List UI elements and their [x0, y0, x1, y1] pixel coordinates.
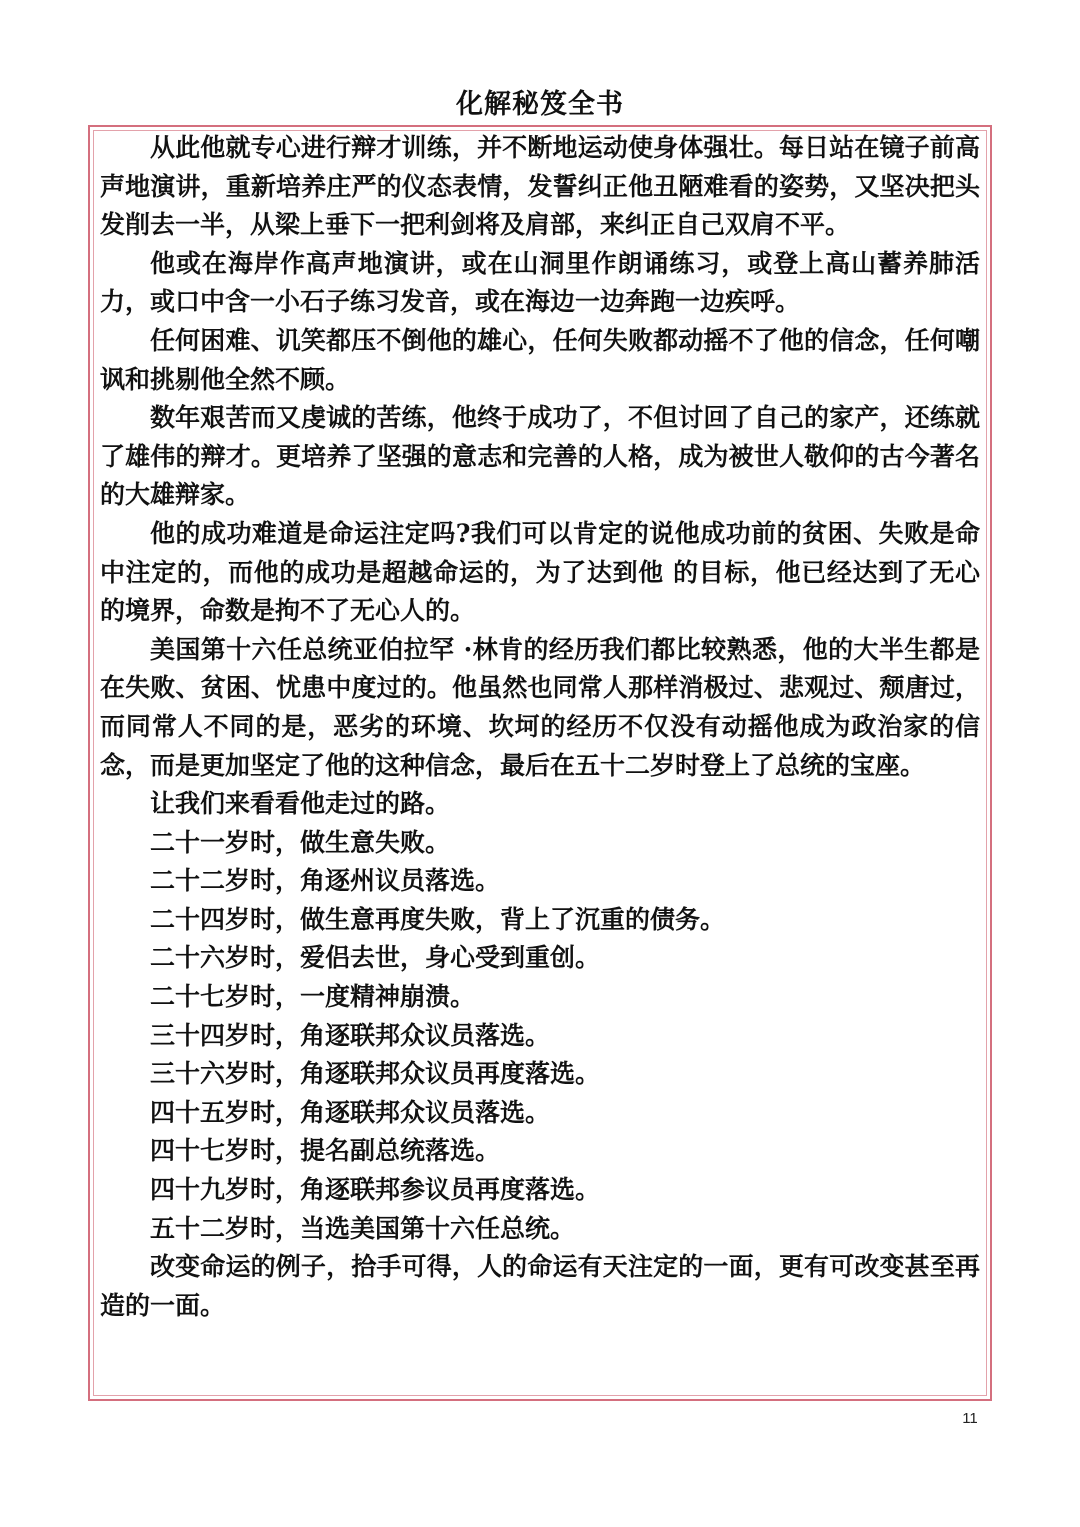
page-title: 化解秘笈全书 [456, 89, 624, 120]
timeline-item: 四十九岁时，角逐联邦参议员再度落选。 [150, 1175, 601, 1205]
page-number: 11 [962, 1410, 978, 1427]
timeline-item: 四十五岁时，角逐联邦众议员落选。 [150, 1097, 551, 1127]
paragraph: 从此他就专心进行辩才训练，并不断地运动使身体强壮。每日站在镜子前高声地演讲，重新培养庄严的仪态表情，发誓纠正他丑陋难看的姿势，又坚决把头发削去一半，从梁上垂下一把利剑将及肩部，来纠正自己双肩不平。 [100, 133, 980, 240]
timeline-item: 二十六岁时，爱侣去世，身心受到重创。 [150, 943, 601, 973]
paragraph: 美国第十六任总统亚伯拉罕 ·林肯的经历我们都比较熟悉，他的大半生都是在失败、贫困、忧患中度过的。他虽然也同常人那样消极过、悲观过、颓唐过，而同常人不同的是，恶劣的环境、坎坷的经历不仅没有动摇他成为政治家的信念，而是更加坚定了他的这种信念，最后在五十二岁时登上了总统的宝座。 [100, 634, 980, 780]
paragraph: 数年艰苦而又虔诚的苦练，他终于成功了，不但讨回了自己的家产，还练就了雄伟的辩才。更培养了坚强的意志和完善的人格，成为被世人敬仰的古今著名的大雄辩家。 [100, 403, 980, 510]
timeline-item: 二十二岁时，角逐州议员落选。 [150, 866, 501, 896]
paragraph: 任何困难、讥笑都压不倒他的雄心，任何失败都动摇不了他的信念，任何嘲讽和挑剔他全然不顾。 [100, 325, 980, 394]
paragraph: 他的成功难道是命运注定吗?我们可以肯定的说他成功前的贫困、失败是命中注定的，而他的成功是超越命运的，为了达到他 的目标，他已经达到了无心的境界，命数是拘不了无心人的。 [100, 518, 980, 626]
timeline-item: 二十四岁时，做生意再度失败，背上了沉重的债务。 [150, 904, 726, 934]
timeline-item: 二十一岁时，做生意失败。 [150, 827, 451, 857]
timeline-item: 五十二岁时，当选美国第十六任总统。 [150, 1213, 576, 1243]
timeline-item: 四十七岁时，提名副总统落选。 [150, 1136, 501, 1166]
lincoln-timeline [100, 824, 980, 1249]
timeline-item: 三十六岁时，角逐联邦众议员再度落选。 [150, 1059, 601, 1089]
content-frame [88, 125, 992, 1401]
paragraph: 他或在海岸作高声地演讲，或在山洞里作朗诵练习，或登上高山蓄养肺活力，或口中含一小石子练习发音，或在海边一边奔跑一边疾呼。 [100, 248, 980, 317]
closing-paragraph: 改变命运的例子，拾手可得，人的命运有天注定的一面，更有可改变甚至再造的一面。 [100, 1252, 980, 1320]
timeline-item: 二十七岁时，一度精神崩溃。 [150, 982, 476, 1012]
timeline-item: 三十四岁时，角逐联邦众议员落选。 [150, 1020, 551, 1050]
paragraph: 让我们来看看他走过的路。 [150, 789, 451, 819]
body-text [100, 129, 980, 1325]
